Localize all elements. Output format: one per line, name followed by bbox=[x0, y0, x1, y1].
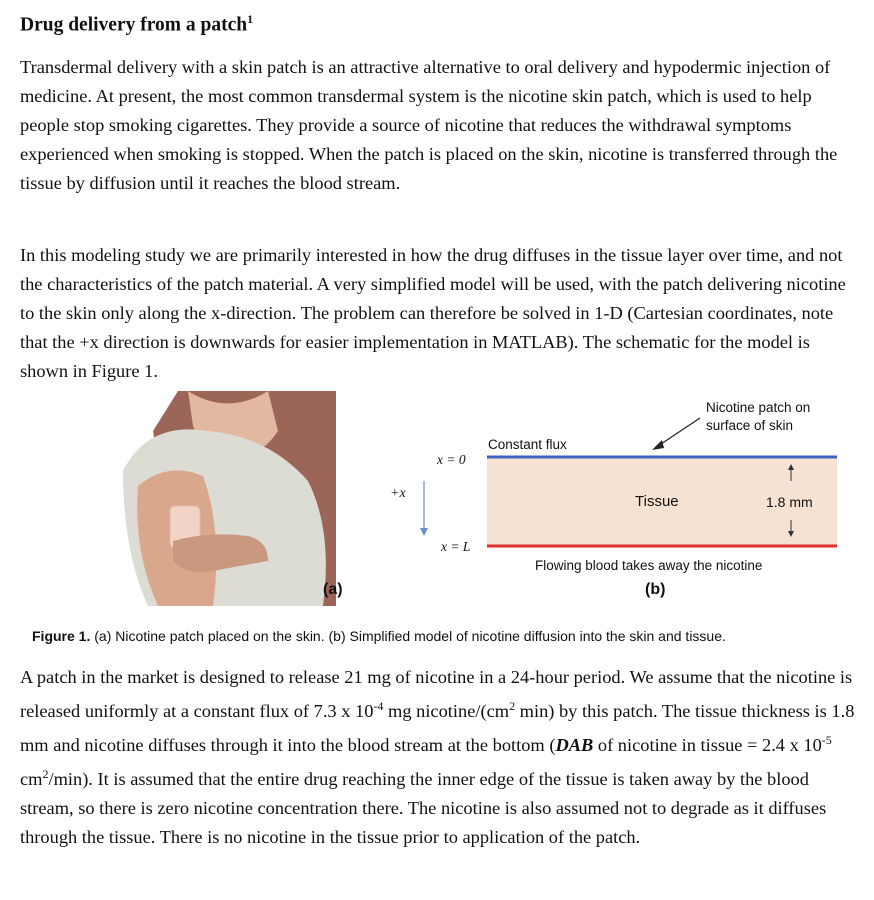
thickness-label: 1.8 mm bbox=[766, 494, 813, 510]
p3-text-2: mg nicotine/(cm bbox=[383, 701, 510, 722]
p3-exp-3: -5 bbox=[821, 733, 832, 748]
p3-text-1: A patch in the market is designed to release 21 mg of nicotine in a 24-hour period. We assume that the nicotine is released uniformly at a constant flux of 7.3 x 10 bbox=[20, 667, 853, 722]
p3-text-6: /min). It is assumed that the entire drug reaching the inner edge of the tissue is taken away by the blood stream, so there is zero nicotine concentration there. The nicotine is also assumed not to degrade as it diffuses through the tissue. There is no nicotine in the tissue prior to application of the patch. bbox=[20, 769, 827, 848]
tissue-label: Tissue bbox=[635, 493, 679, 510]
patch-label-1: Nicotine patch on bbox=[706, 400, 811, 415]
title-text: Drug delivery from a patch bbox=[20, 14, 248, 36]
constant-flux-label: Constant flux bbox=[488, 437, 567, 452]
label-b: (b) bbox=[645, 581, 666, 598]
section-title bbox=[20, 12, 253, 37]
patch-pointer-arrow bbox=[658, 418, 700, 446]
figure-1 bbox=[0, 378, 874, 618]
p3-dab: DAB bbox=[555, 735, 594, 756]
p3-exp-2: 2 bbox=[509, 699, 516, 713]
p3-exp-1: -4 bbox=[373, 699, 384, 713]
title-footnote: 1 bbox=[247, 12, 254, 26]
paragraph-model: In this modeling study we are primarily interested in how the drug diffuses in the tissue layer over time, and not the characteristics of the patch material. A very simplified model will be used, with the patch delivering nicotine to the skin only along the x-direction. The problem can therefore be solved in 1-D (Cartesian coordinates, note that the +x direction is downwards for easier implementation in MATLAB). The schematic for the model is shown in Figure 1. bbox=[20, 245, 846, 381]
p3-exp-4: 2 bbox=[42, 767, 49, 782]
p3-text-5: cm bbox=[20, 769, 43, 790]
paragraph-intro: Transdermal delivery with a skin patch is an attractive alternative to oral delivery and hypodermic injection of medicine. At present, the most common transdermal system is the nicotine skin patch, which is used to help people stop smoking cigarettes. They provide a source of nicotine that reduces the withdrawal symptoms experienced when smoking is stopped. When the patch is placed on the skin, nicotine is transferred through the tissue by diffusion until it reaches the blood stream. bbox=[20, 57, 838, 193]
caption-label: Figure 1. bbox=[32, 628, 91, 644]
p3-text-4: of nicotine in tissue = 2.4 x 10 bbox=[593, 735, 822, 756]
blood-label: Flowing blood takes away the nicotine bbox=[535, 558, 763, 573]
xL-label: x = L bbox=[441, 539, 471, 554]
plus-x-label: +x bbox=[390, 486, 406, 501]
x0-label: x = 0 bbox=[437, 452, 466, 467]
patch-label-2: surface of skin bbox=[706, 418, 794, 433]
caption-text: (a) Nicotine patch placed on the skin. (b) Simplified model of nicotine diffusion into the skin and tissue. bbox=[90, 628, 726, 644]
p3-text-3: min) by this patch. The tissue thickness is 1.8 mm and nicotine diffuses through it into the blood stream at the bottom ( bbox=[20, 701, 855, 756]
paragraph-parameters bbox=[20, 663, 860, 852]
label-a: (a) bbox=[323, 581, 343, 598]
figure-caption bbox=[32, 628, 726, 644]
